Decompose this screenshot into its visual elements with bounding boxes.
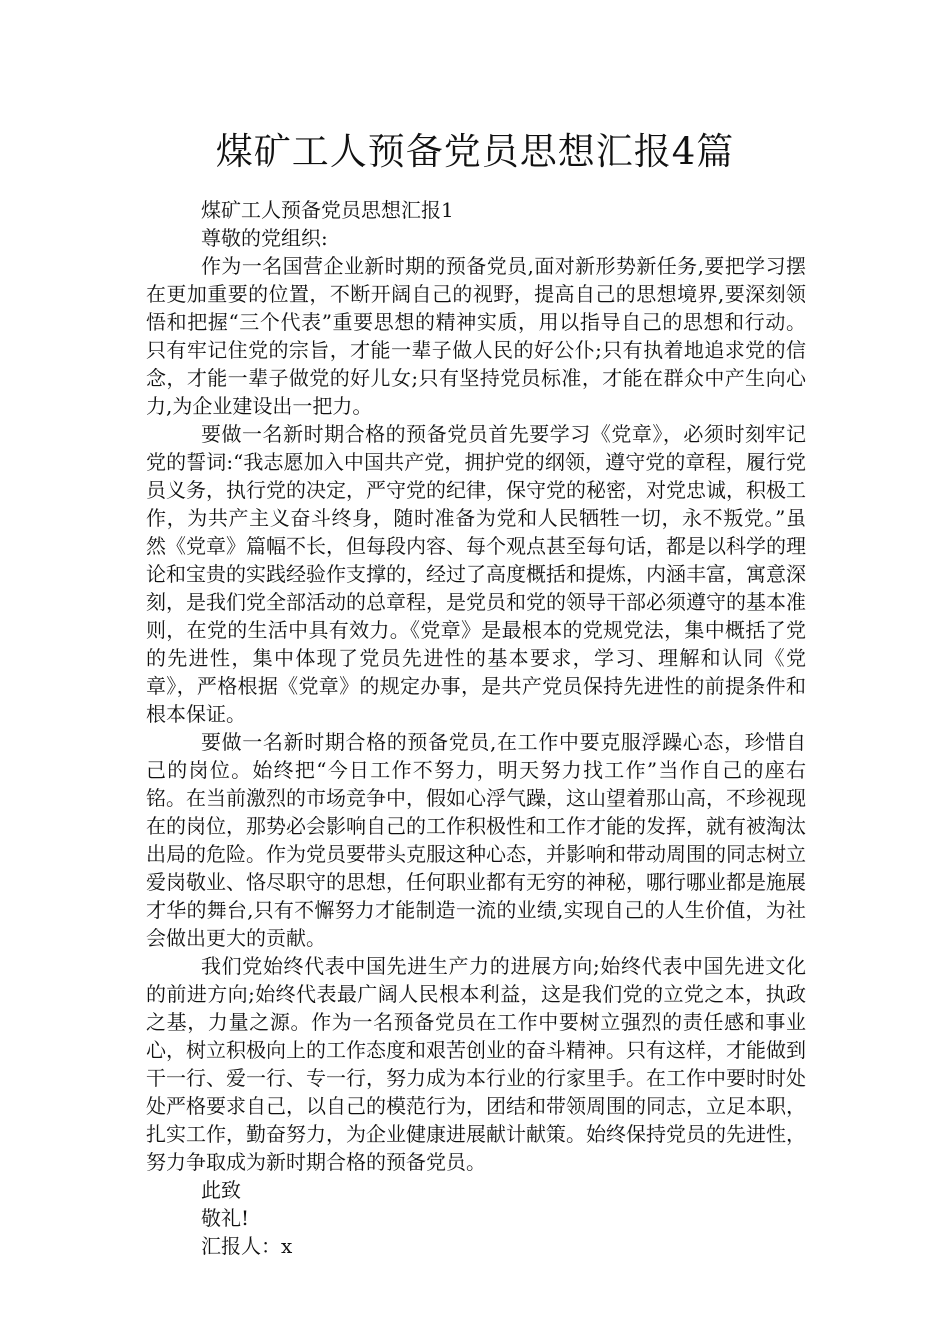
closing-salute: 敬礼! xyxy=(201,1206,250,1230)
salutation: 尊敬的党组织: xyxy=(201,226,328,250)
paragraph: 作为一名国营企业新时期的预备党员,面对新形势新任务,要把学习摆在更加重要的位置，不断开阔自己的视野，提高自己的思想境界,要深刻领悟和把握“三个代表”重要思想的精神实质，用以指导自己的思想和行动。只有牢记住党的宗旨，才能一辈子做人民的好公仆;只有执着地追求党的信念，才能一辈子做党的好儿女;只有坚持党员标准，才能在群众中产生向心力,为企业建设出一把力。 xyxy=(146,254,806,418)
closing-greeting: 此致 xyxy=(201,1178,241,1202)
document-title: 煤矿工人预备党员思想汇报4篇 xyxy=(215,130,735,173)
paragraph: 我们党始终代表中国先进生产力的进展方向;始终代表中国先进文化的前进方向;始终代表最广阔人民根本利益，这是我们党的立党之本，执政之基，力量之源。作为一名预备党员在工作中要树立强烈的责任感和事业心，树立积极向上的工作态度和艰苦创业的奋斗精神。只有这样，才能做到干一行、爱一行、专一行，努力成为本行业的行家里手。在工作中要时时处处严格要求自己，以自己的模范行为，团结和带领周围的同志，立足本职，扎实工作，勤奋努力，为企业健康进展献计献策。始终保持党员的先进性，努力争取成为新时期合格的预备党员。 xyxy=(146,954,806,1174)
paragraph: 要做一名新时期合格的预备党员,在工作中要克服浮躁心态，珍惜自己的岗位。始终把“今日工作不努力，明天努力找工作”当作自己的座右铭。在当前激烈的市场竞争中，假如心浮气躁，这山望着那山高，不珍视现在的岗位，那势必会影响自己的工作积极性和工作才能的发挥，就有被淘汰出局的危险。作为党员要带头克服这种心态，并影响和带动周围的同志树立爱岗敬业、恪尽职守的思想，任何职业都有无穷的神秘，哪行哪业都是施展才华的舞台,只有不懈努力才能制造一流的业绩,实现自己的人生价值，为社会做出更大的贡献。 xyxy=(146,730,806,950)
signature: 汇报人：x xyxy=(201,1234,293,1258)
document-body xyxy=(146,196,806,1260)
section-heading: 煤矿工人预备党员思想汇报1 xyxy=(201,198,454,222)
paragraph: 要做一名新时期合格的预备党员首先要学习《党章》，必须时刻牢记党的誓词:“我志愿加入中国共产党，拥护党的纲领，遵守党的章程，履行党员义务，执行党的决定，严守党的纪律，保守党的秘密，对党忠诚，积极工作，为共产主义奋斗终身，随时准备为党和人民牺牲一切，永不叛党。”虽然《党章》篇幅不长，但每段内容、每个观点甚至每句话，都是以科学的理论和宝贵的实践经验作支撑的，经过了高度概括和提炼，内涵丰富，寓意深刻，是我们党全部活动的总章程，是党员和党的领导干部必须遵守的基本准则，在党的生活中具有效力。《党章》是最根本的党规党法，集中概括了党的先进性，集中体现了党员先进性的基本要求，学习、理解和认同《党章》，严格根据《党章》的规定办事，是共产党员保持先进性的前提条件和根本保证。 xyxy=(146,422,806,726)
